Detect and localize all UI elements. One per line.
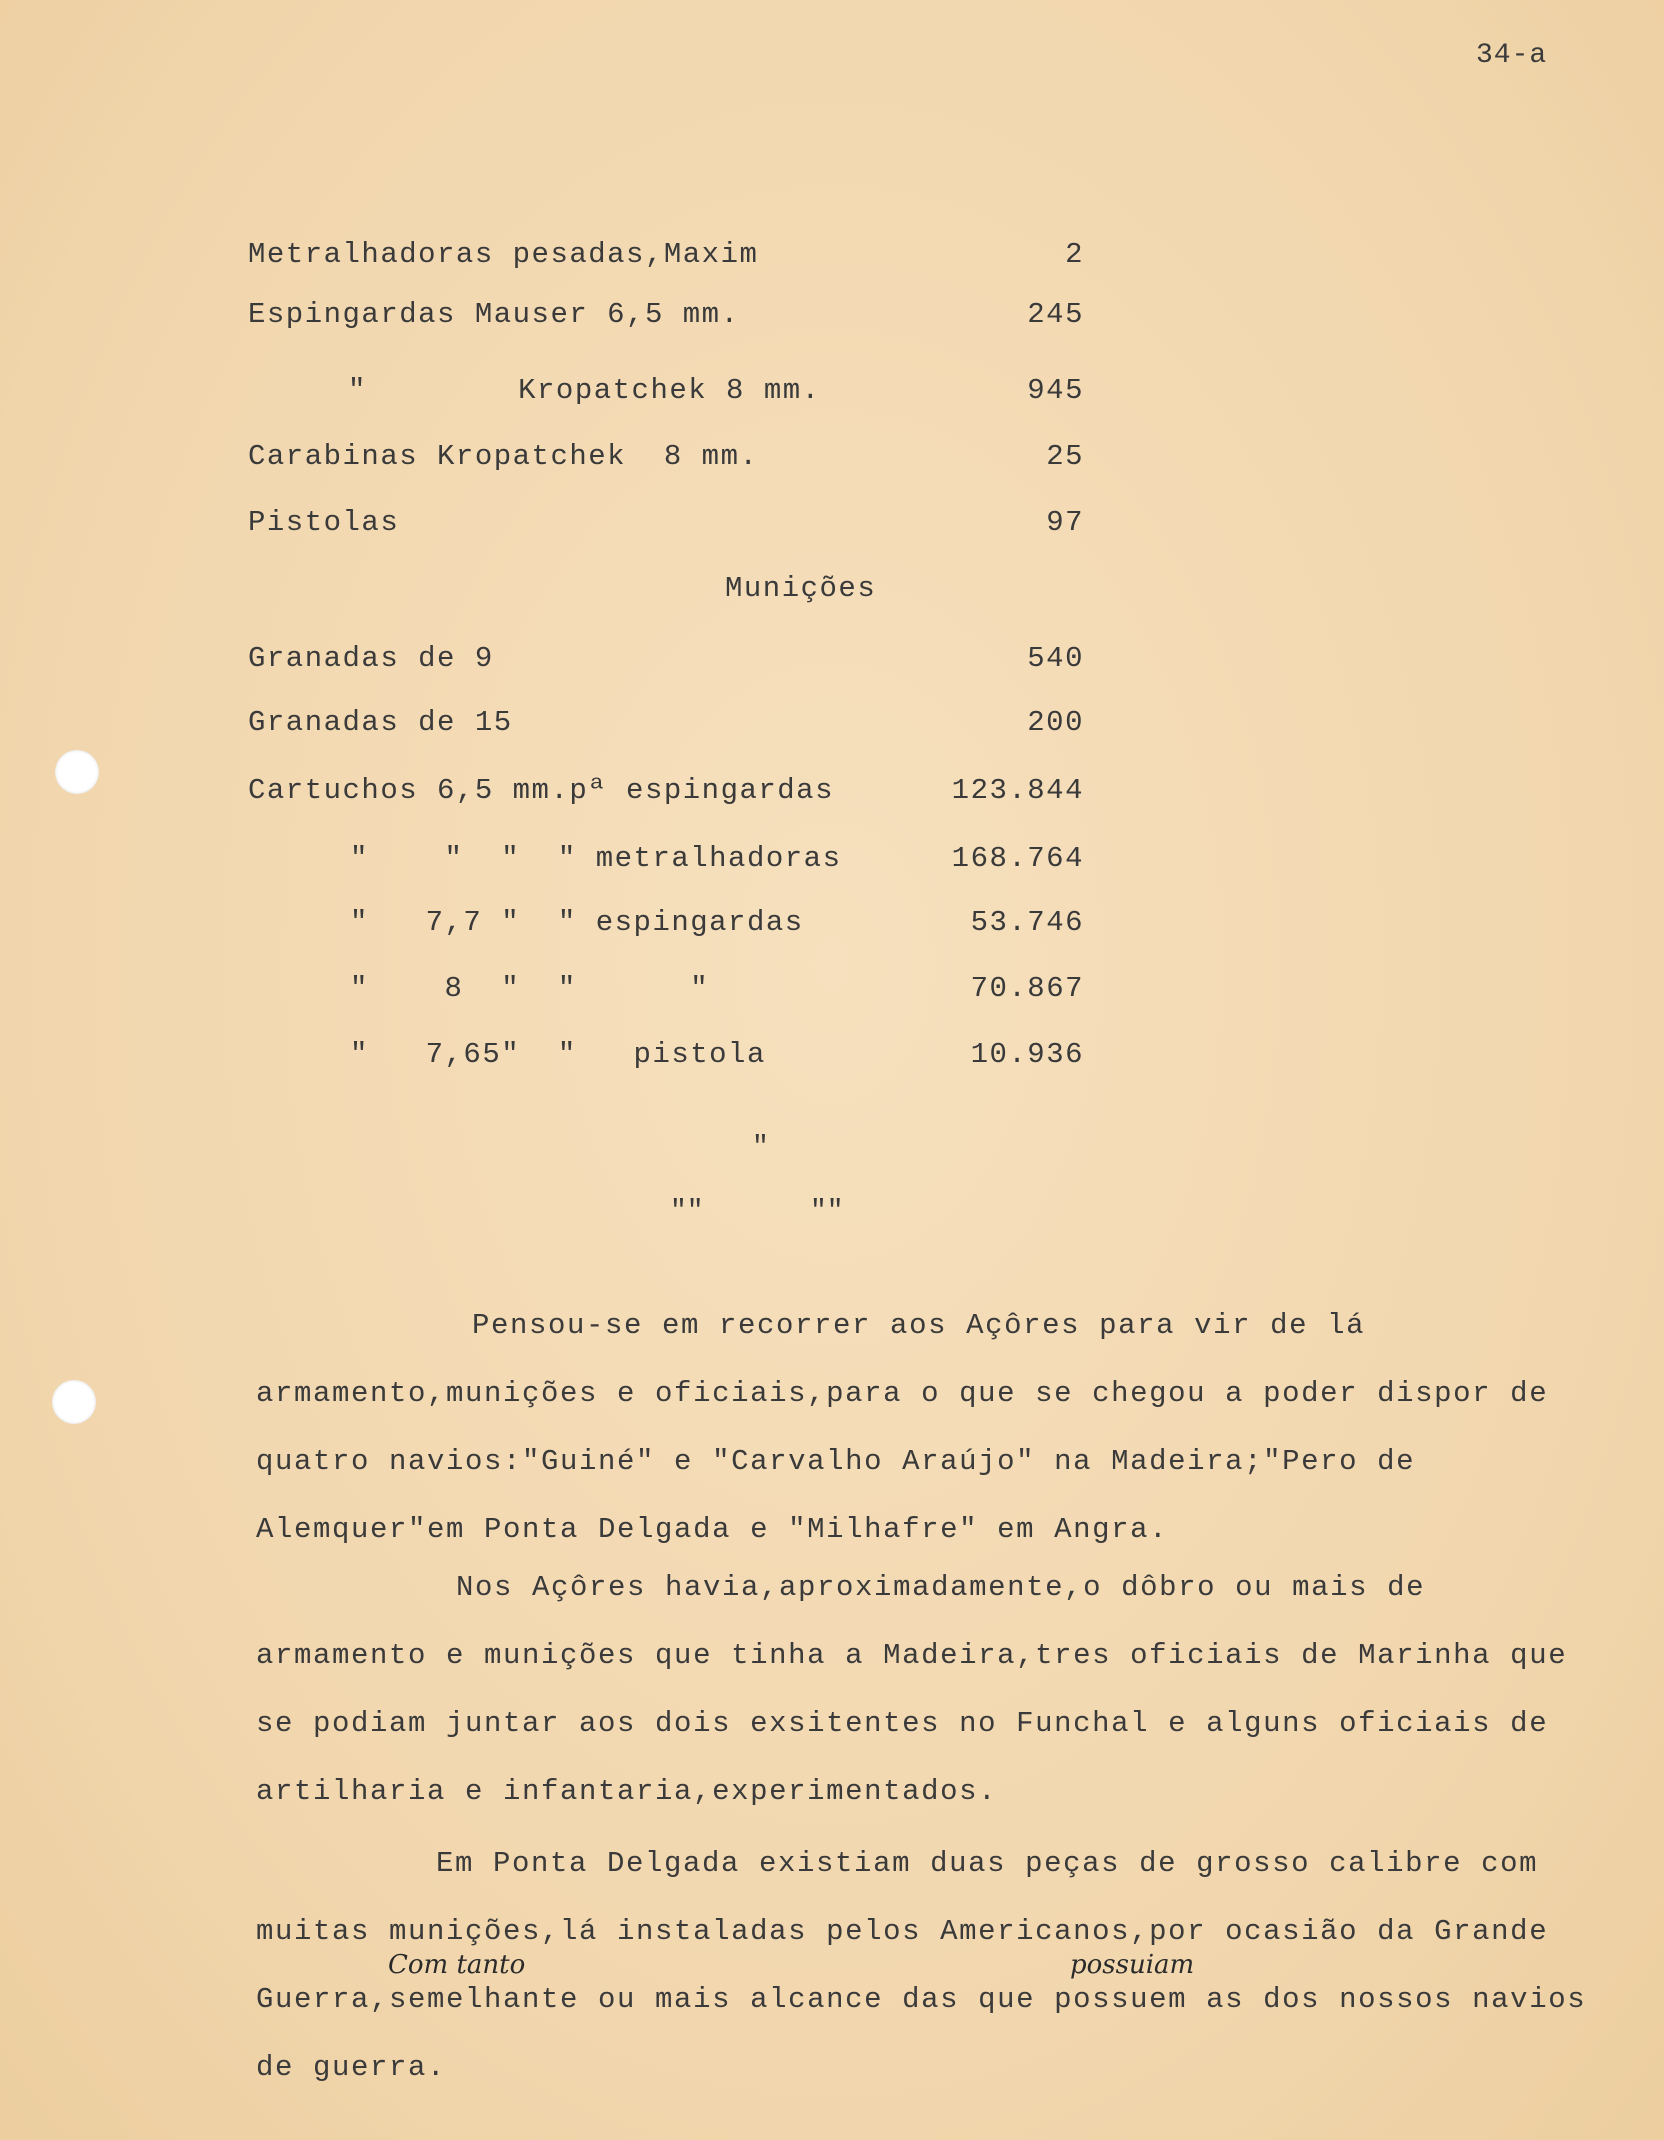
body-paragraph <box>256 1554 1611 1826</box>
punch-hole <box>52 1380 96 1424</box>
munitions-label: Granadas de 15 <box>248 706 513 739</box>
munitions-row <box>0 906 1084 946</box>
munitions-label: " 8 " " " <box>350 972 710 1005</box>
munitions-heading: Munições <box>725 572 877 605</box>
munitions-qty: 53.746 <box>970 906 1084 939</box>
inventory-label: Metralhadoras pesadas,Maxim <box>248 238 759 271</box>
inventory-row <box>0 374 1084 414</box>
paragraph-text: Pensou-se em recorrer aos Açôres para vir de lá armamento,munições e oficiais,para o que se chegou a poder dispor de quatro navios:"Guiné" e "Carvalho Araújo" na Madeira;"Pero de Alemquer"em Ponta Delgada e "Milhafre" em Angra. <box>256 1309 1549 1546</box>
inventory-label: Pistolas <box>248 506 400 539</box>
munitions-label: " 7,7 " " espingardas <box>350 906 804 939</box>
munitions-row <box>0 774 1084 814</box>
handwritten-correction: possuiam <box>1070 1950 1195 1980</box>
munitions-row <box>0 1038 1084 1078</box>
inventory-qty: 245 <box>1027 298 1084 331</box>
munitions-row <box>0 642 1084 682</box>
munitions-label: " 7,65" " pistola <box>350 1038 766 1071</box>
divider-mark: "" <box>810 1196 844 1227</box>
paragraph-text: Nos Açôres havia,aproximadamente,o dôbro ou mais de armamento e munições que tinha a Madeira,tres oficiais de Marinha que se podiam juntar aos dois exsitentes no Funchal e alguns oficiais de artilharia e infantaria,experimentados. <box>256 1571 1568 1808</box>
inventory-label: Espingardas Mauser 6,5 mm. <box>248 298 740 331</box>
munitions-qty: 70.867 <box>970 972 1084 1005</box>
divider-mark: " <box>752 1132 769 1163</box>
inventory-qty: 97 <box>1046 506 1084 539</box>
munitions-qty: 168.764 <box>951 842 1084 875</box>
page-number: 34-a <box>1476 40 1548 71</box>
body-paragraph <box>256 1292 1611 1564</box>
handwritten-correction: Com tanto <box>388 1950 526 1980</box>
munitions-qty: 200 <box>1027 706 1084 739</box>
munitions-row <box>0 972 1084 1012</box>
inventory-label: " Kropatchek 8 mm. <box>348 374 821 407</box>
divider-mark: "" <box>670 1196 704 1227</box>
inventory-qty: 25 <box>1046 440 1084 473</box>
munitions-label: Cartuchos 6,5 mm.pª espingardas <box>248 774 834 807</box>
munitions-label: " " " " metralhadoras <box>350 842 842 875</box>
munitions-qty: 540 <box>1027 642 1084 675</box>
inventory-row <box>0 298 1084 338</box>
paragraph-text: Em Ponta Delgada existiam duas peças de grosso calibre com muitas munições,lá instaladas pelos Americanos,por ocasião da Grande Guerra,semelhante ou mais alcance das que possuem as dos nossos navios de guerra. <box>256 1847 1587 2084</box>
inventory-label: Carabinas Kropatchek 8 mm. <box>248 440 759 473</box>
munitions-qty: 10.936 <box>970 1038 1084 1071</box>
inventory-row <box>0 440 1084 480</box>
inventory-qty: 945 <box>1027 374 1084 407</box>
inventory-row <box>0 506 1084 546</box>
munitions-qty: 123.844 <box>951 774 1084 807</box>
munitions-row <box>0 842 1084 882</box>
munitions-row <box>0 706 1084 746</box>
inventory-row <box>0 238 1084 278</box>
munitions-label: Granadas de 9 <box>248 642 494 675</box>
inventory-qty: 2 <box>1065 238 1084 271</box>
